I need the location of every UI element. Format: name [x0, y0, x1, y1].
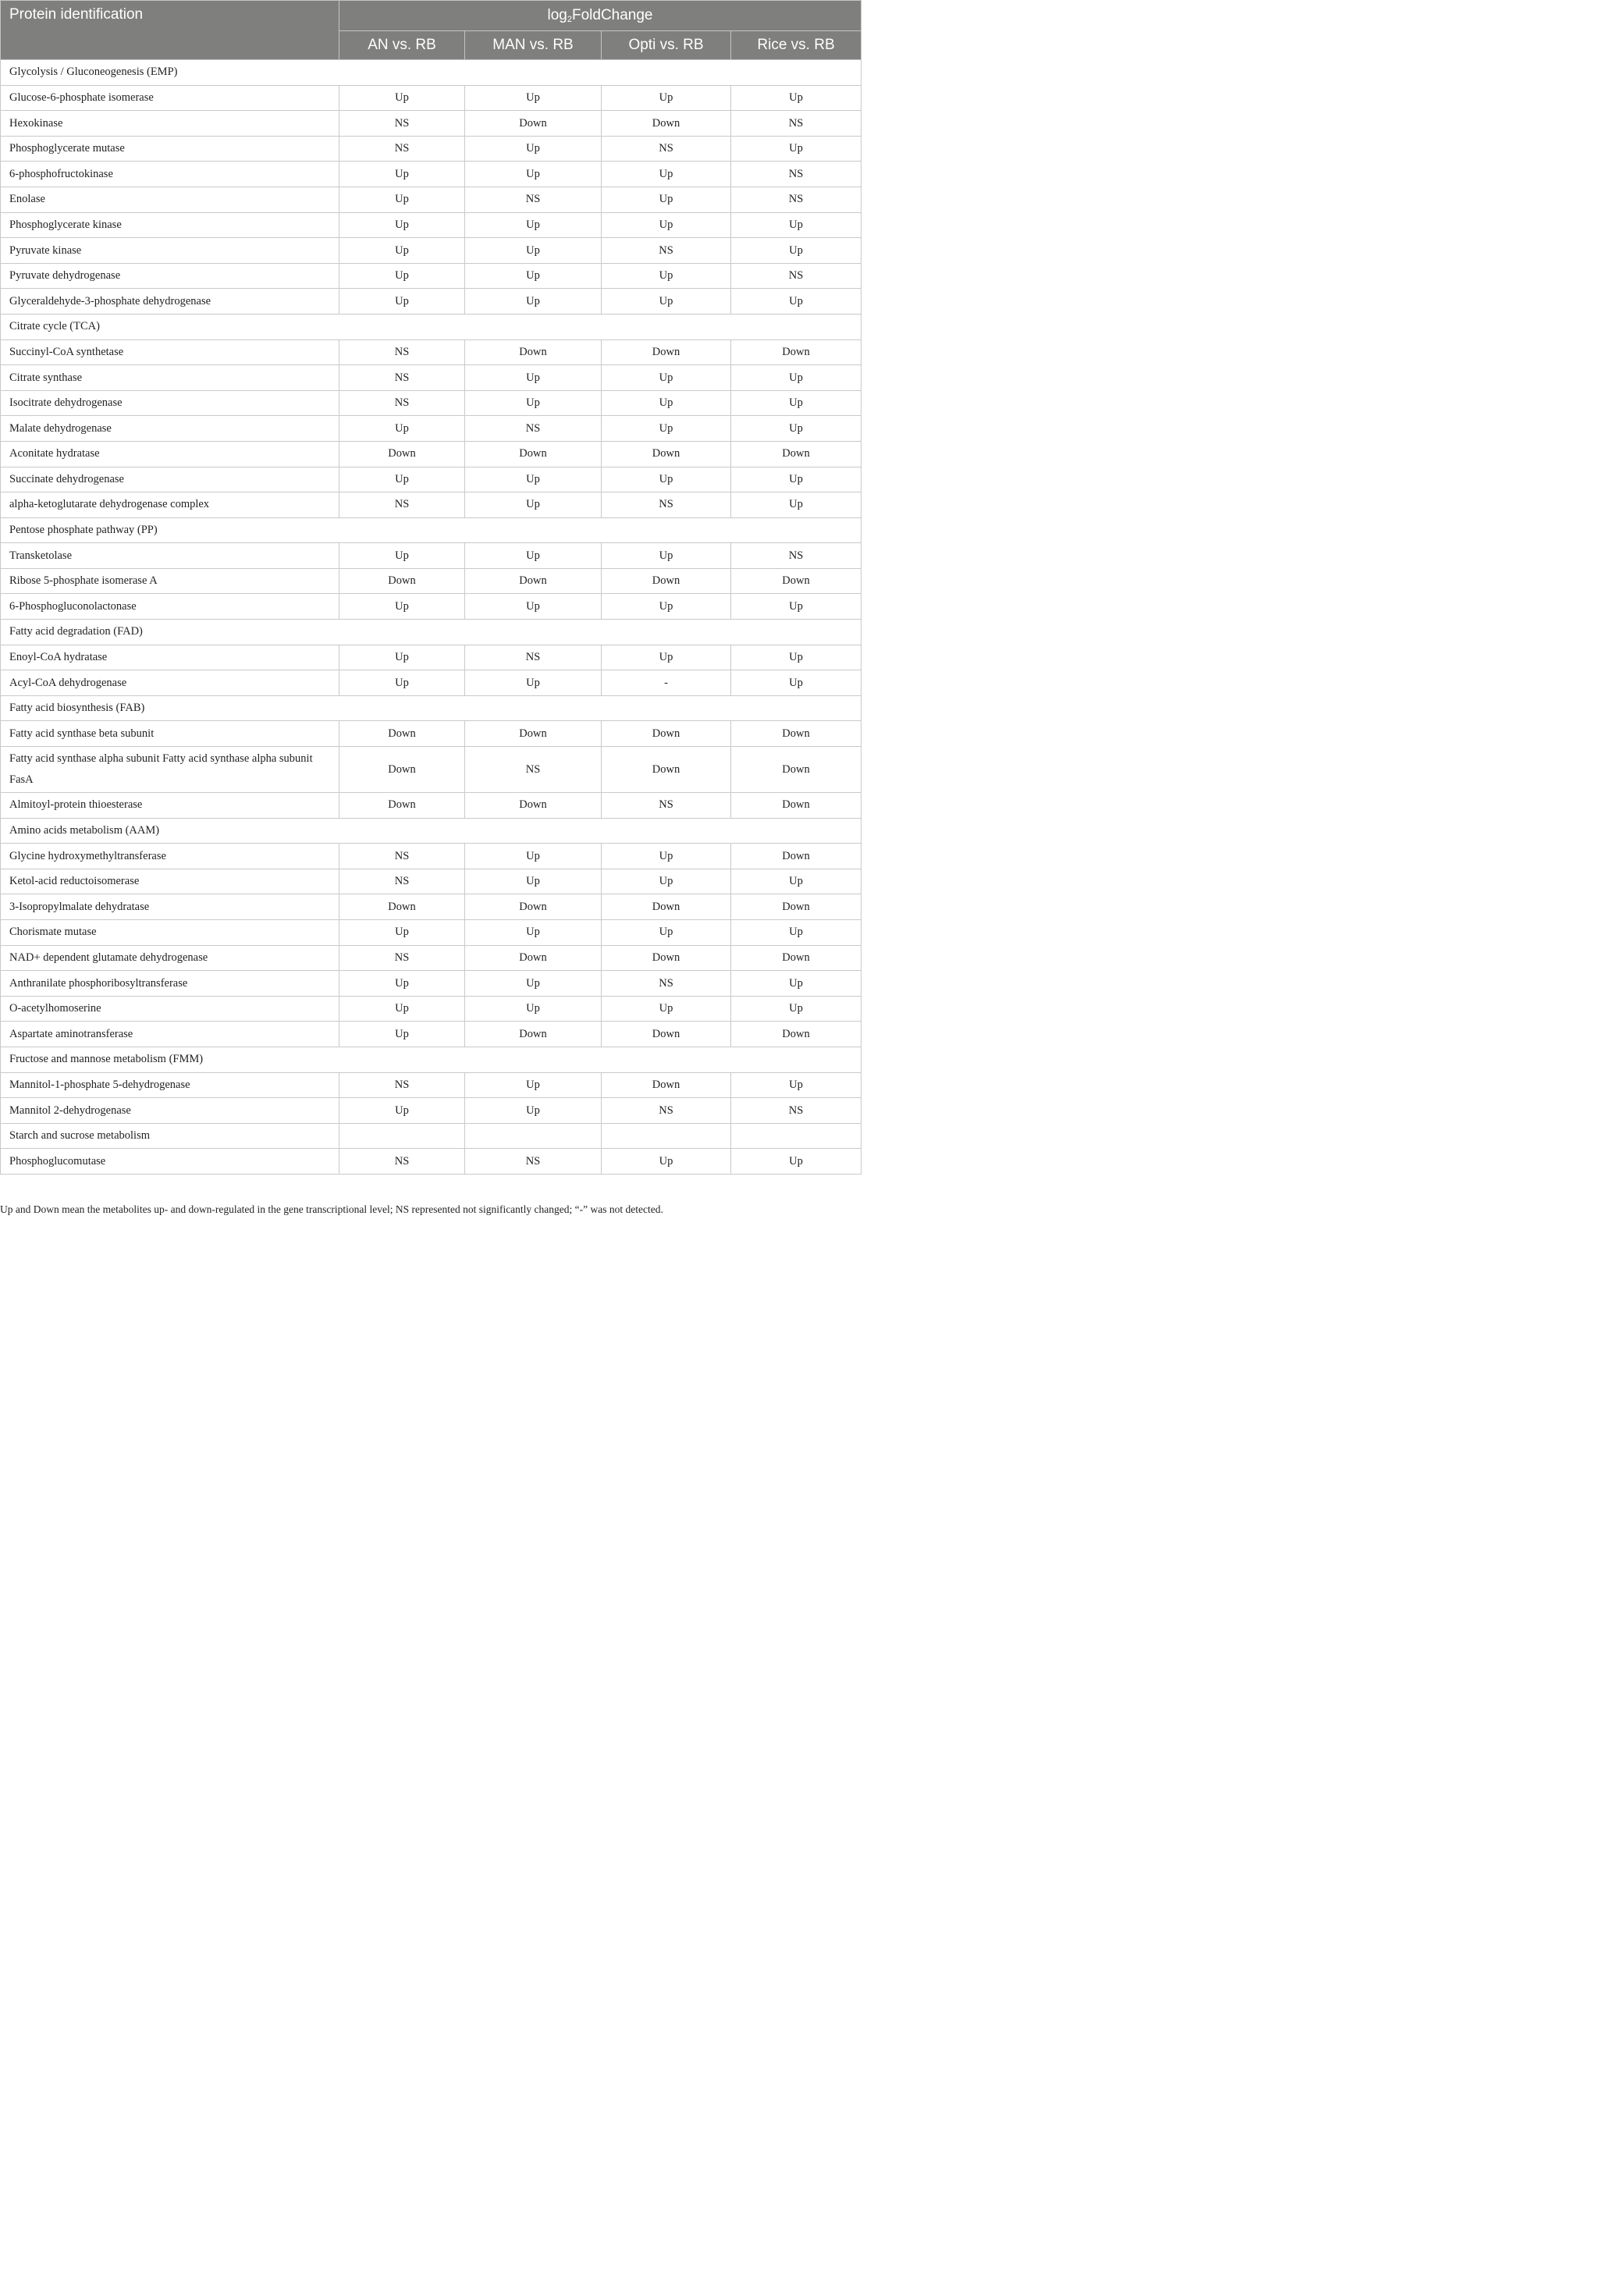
- value-cell: Down: [339, 441, 465, 467]
- value-cell: Down: [465, 721, 602, 747]
- value-cell: Up: [602, 645, 731, 670]
- value-cell: NS: [339, 945, 465, 971]
- value-cell: NS: [465, 645, 602, 670]
- protein-name: Glyceraldehyde-3-phosphate dehydrogenase: [1, 289, 339, 315]
- value-cell: NS: [339, 111, 465, 137]
- comparison-header: MAN vs. RB: [465, 31, 602, 60]
- value-cell: Up: [339, 1022, 465, 1047]
- value-cell: Up: [602, 844, 731, 869]
- value-cell: Up: [465, 467, 602, 492]
- table-row: [1, 568, 862, 594]
- protein-name: Chorismate mutase: [1, 920, 339, 946]
- value-cell: Up: [465, 162, 602, 187]
- value-cell: Up: [465, 1098, 602, 1124]
- value-cell: Up: [602, 289, 731, 315]
- value-cell: Up: [465, 1072, 602, 1098]
- group-row: [1, 60, 862, 86]
- protein-name: Isocitrate dehydrogenase: [1, 390, 339, 416]
- value-cell: NS: [465, 187, 602, 212]
- table-row: [1, 339, 862, 365]
- value-cell: Down: [731, 945, 862, 971]
- value-cell: Up: [465, 670, 602, 696]
- comparison-header: AN vs. RB: [339, 31, 465, 60]
- table-row: [1, 920, 862, 946]
- value-cell: Up: [731, 1149, 862, 1175]
- value-cell: Up: [465, 920, 602, 946]
- value-cell: Down: [465, 793, 602, 819]
- group-name: Glycolysis / Gluconeogenesis (EMP): [1, 60, 862, 86]
- value-cell: Up: [339, 670, 465, 696]
- value-cell: Up: [465, 594, 602, 620]
- value-cell: Up: [731, 416, 862, 442]
- value-cell: -: [602, 670, 731, 696]
- value-cell: Up: [339, 212, 465, 238]
- value-cell: Up: [465, 289, 602, 315]
- value-cell: Down: [339, 747, 465, 793]
- table-row: [1, 747, 862, 793]
- group-row: [1, 818, 862, 844]
- value-cell: Up: [731, 594, 862, 620]
- table-header: [1, 1, 862, 60]
- value-cell: Down: [731, 1022, 862, 1047]
- table-row: [1, 996, 862, 1022]
- value-cell: Down: [731, 568, 862, 594]
- protein-name: Mannitol 2-dehydrogenase: [1, 1098, 339, 1124]
- value-cell: Up: [602, 996, 731, 1022]
- value-cell: Down: [602, 747, 731, 793]
- group-name: Amino acids metabolism (AAM): [1, 818, 862, 844]
- protein-name: Acyl-CoA dehydrogenase: [1, 670, 339, 696]
- value-cell: Up: [465, 263, 602, 289]
- value-cell: Down: [602, 111, 731, 137]
- group-row: [1, 695, 862, 721]
- value-cell: Up: [731, 467, 862, 492]
- empty-cell: [339, 1123, 465, 1149]
- value-cell: Up: [339, 416, 465, 442]
- table-row: [1, 263, 862, 289]
- table-row: [1, 721, 862, 747]
- comparison-header: Rice vs. RB: [731, 31, 862, 60]
- protein-name: Enoyl-CoA hydratase: [1, 645, 339, 670]
- table-row: [1, 645, 862, 670]
- table-row: [1, 1072, 862, 1098]
- protein-name: Phosphoglycerate mutase: [1, 136, 339, 162]
- table-row: [1, 971, 862, 997]
- protein-name: Phosphoglucomutase: [1, 1149, 339, 1175]
- table-row: [1, 416, 862, 442]
- group-row: [1, 620, 862, 645]
- protein-name: Hexokinase: [1, 111, 339, 137]
- value-cell: Up: [731, 869, 862, 894]
- value-cell: Down: [731, 894, 862, 920]
- log-subscript: 2: [567, 15, 572, 24]
- value-cell: Up: [339, 467, 465, 492]
- table-row: [1, 594, 862, 620]
- value-cell: Up: [339, 85, 465, 111]
- protein-name: Succinate dehydrogenase: [1, 467, 339, 492]
- protein-name: Glycine hydroxymethyltransferase: [1, 844, 339, 869]
- table-row: [1, 85, 862, 111]
- protein-name: Succinyl-CoA synthetase: [1, 339, 339, 365]
- table-row: [1, 187, 862, 212]
- protein-name: Almitoyl-protein thioesterase: [1, 793, 339, 819]
- value-cell: Up: [465, 365, 602, 391]
- protein-name: NAD+ dependent glutamate dehydrogenase: [1, 945, 339, 971]
- value-cell: Up: [465, 85, 602, 111]
- value-cell: NS: [465, 1149, 602, 1175]
- value-cell: NS: [339, 365, 465, 391]
- value-cell: Up: [731, 492, 862, 518]
- group-name: Fatty acid degradation (FAD): [1, 620, 862, 645]
- value-cell: Up: [602, 187, 731, 212]
- value-cell: Down: [602, 1072, 731, 1098]
- value-cell: Up: [731, 136, 862, 162]
- value-cell: Up: [465, 543, 602, 569]
- value-cell: Down: [339, 568, 465, 594]
- protein-name: Malate dehydrogenase: [1, 416, 339, 442]
- value-cell: Up: [731, 238, 862, 264]
- table-row: [1, 869, 862, 894]
- value-cell: NS: [339, 1149, 465, 1175]
- value-cell: Up: [602, 365, 731, 391]
- table-row: [1, 441, 862, 467]
- group-row: [1, 1123, 862, 1149]
- value-cell: NS: [731, 543, 862, 569]
- value-cell: Up: [465, 996, 602, 1022]
- value-cell: Down: [731, 747, 862, 793]
- value-cell: NS: [339, 1072, 465, 1098]
- group-row: [1, 314, 862, 339]
- table-row: [1, 365, 862, 391]
- value-cell: NS: [731, 263, 862, 289]
- group-name: Fatty acid biosynthesis (FAB): [1, 695, 862, 721]
- value-cell: Up: [602, 416, 731, 442]
- protein-name: Glucose-6-phosphate isomerase: [1, 85, 339, 111]
- table-row: [1, 467, 862, 492]
- value-cell: Down: [339, 721, 465, 747]
- value-cell: Up: [339, 263, 465, 289]
- value-cell: NS: [602, 793, 731, 819]
- protein-name: 3-Isopropylmalate dehydratase: [1, 894, 339, 920]
- value-cell: NS: [731, 162, 862, 187]
- value-cell: NS: [602, 492, 731, 518]
- value-cell: Up: [602, 162, 731, 187]
- protein-name: Fatty acid synthase alpha subunit Fatty acid synthase alpha subunit FasA: [1, 747, 339, 793]
- protein-table: [0, 0, 862, 1175]
- table-row: [1, 1098, 862, 1124]
- empty-cell: [465, 1123, 602, 1149]
- group-row: [1, 1047, 862, 1072]
- table-footnote: Up and Down mean the metabolites up- and down-regulated in the gene transcriptional level; NS represented not significantly changed; “-” was not detected.: [0, 1203, 663, 1215]
- value-cell: NS: [339, 339, 465, 365]
- value-cell: Up: [465, 212, 602, 238]
- value-cell: Up: [339, 1098, 465, 1124]
- protein-name: Mannitol-1-phosphate 5-dehydrogenase: [1, 1072, 339, 1098]
- group-name: Pentose phosphate pathway (PP): [1, 517, 862, 543]
- protein-name: Anthranilate phosphoribosyltransferase: [1, 971, 339, 997]
- value-cell: Up: [602, 594, 731, 620]
- value-cell: NS: [339, 869, 465, 894]
- protein-name: Ribose 5-phosphate isomerase A: [1, 568, 339, 594]
- table-row: [1, 1149, 862, 1175]
- value-cell: Up: [731, 971, 862, 997]
- empty-cell: [731, 1123, 862, 1149]
- protein-column-header: Protein identification: [1, 1, 339, 60]
- value-cell: NS: [731, 187, 862, 212]
- table-row: [1, 238, 862, 264]
- table-row: [1, 289, 862, 315]
- log-suffix: FoldChange: [571, 7, 653, 23]
- value-cell: Down: [731, 721, 862, 747]
- value-cell: Down: [602, 721, 731, 747]
- value-cell: Up: [731, 670, 862, 696]
- value-cell: Up: [602, 263, 731, 289]
- value-cell: Down: [731, 441, 862, 467]
- protein-name: Enolase: [1, 187, 339, 212]
- table-row: [1, 390, 862, 416]
- protein-name: Ketol-acid reductoisomerase: [1, 869, 339, 894]
- value-cell: Down: [339, 793, 465, 819]
- value-cell: Up: [339, 645, 465, 670]
- comparison-header: Opti vs. RB: [602, 31, 731, 60]
- value-cell: Up: [465, 971, 602, 997]
- group-name: Citrate cycle (TCA): [1, 314, 862, 339]
- value-cell: Up: [731, 996, 862, 1022]
- value-cell: Up: [339, 996, 465, 1022]
- value-cell: Down: [731, 844, 862, 869]
- protein-name: Citrate synthase: [1, 365, 339, 391]
- value-cell: NS: [602, 1098, 731, 1124]
- value-cell: Up: [602, 467, 731, 492]
- value-cell: Down: [465, 441, 602, 467]
- log-prefix: log: [547, 7, 567, 23]
- value-cell: Down: [602, 894, 731, 920]
- value-cell: NS: [731, 1098, 862, 1124]
- value-cell: Up: [602, 920, 731, 946]
- value-cell: NS: [339, 492, 465, 518]
- table-body: [1, 60, 862, 1175]
- value-cell: Up: [731, 1072, 862, 1098]
- value-cell: NS: [602, 971, 731, 997]
- protein-name: Pyruvate kinase: [1, 238, 339, 264]
- value-cell: Up: [339, 594, 465, 620]
- value-cell: Down: [602, 568, 731, 594]
- value-cell: Up: [339, 543, 465, 569]
- protein-name: Phosphoglycerate kinase: [1, 212, 339, 238]
- value-cell: Up: [465, 869, 602, 894]
- empty-cell: [602, 1123, 731, 1149]
- value-cell: Up: [339, 971, 465, 997]
- value-cell: Up: [602, 543, 731, 569]
- value-cell: NS: [339, 844, 465, 869]
- table-row: [1, 111, 862, 137]
- group-name: Starch and sucrose metabolism: [1, 1123, 339, 1149]
- table-row: [1, 793, 862, 819]
- value-cell: Up: [731, 920, 862, 946]
- table-row: [1, 844, 862, 869]
- value-cell: Down: [731, 793, 862, 819]
- value-cell: Down: [731, 339, 862, 365]
- table-row: [1, 670, 862, 696]
- value-cell: Up: [602, 1149, 731, 1175]
- value-cell: Up: [731, 212, 862, 238]
- value-cell: NS: [465, 416, 602, 442]
- value-cell: Up: [465, 844, 602, 869]
- protein-name: Fatty acid synthase beta subunit: [1, 721, 339, 747]
- value-cell: Up: [339, 238, 465, 264]
- value-cell: Down: [465, 1022, 602, 1047]
- value-cell: NS: [339, 390, 465, 416]
- table-row: [1, 136, 862, 162]
- table-row: [1, 492, 862, 518]
- value-cell: Up: [731, 365, 862, 391]
- value-cell: Up: [339, 187, 465, 212]
- value-cell: Up: [465, 136, 602, 162]
- value-cell: Down: [465, 568, 602, 594]
- protein-name: 6-phosphofructokinase: [1, 162, 339, 187]
- protein-name: 6-Phosphogluconolactonase: [1, 594, 339, 620]
- protein-name: O-acetylhomoserine: [1, 996, 339, 1022]
- value-cell: Up: [339, 162, 465, 187]
- value-cell: NS: [602, 238, 731, 264]
- value-cell: Down: [602, 945, 731, 971]
- value-cell: Up: [602, 390, 731, 416]
- value-cell: NS: [602, 136, 731, 162]
- value-cell: Down: [602, 441, 731, 467]
- protein-name: Aspartate aminotransferase: [1, 1022, 339, 1047]
- group-row: [1, 517, 862, 543]
- protein-name: alpha-ketoglutarate dehydrogenase complex: [1, 492, 339, 518]
- table-row: [1, 1022, 862, 1047]
- value-cell: NS: [465, 747, 602, 793]
- value-cell: Down: [465, 339, 602, 365]
- table-row: [1, 894, 862, 920]
- protein-name: Transketolase: [1, 543, 339, 569]
- table-row: [1, 162, 862, 187]
- value-cell: Up: [731, 85, 862, 111]
- value-cell: NS: [731, 111, 862, 137]
- value-cell: Up: [602, 212, 731, 238]
- value-cell: NS: [339, 136, 465, 162]
- value-cell: Down: [602, 339, 731, 365]
- value-cell: Up: [465, 238, 602, 264]
- table-row: [1, 945, 862, 971]
- group-name: Fructose and mannose metabolism (FMM): [1, 1047, 862, 1072]
- value-cell: Up: [602, 869, 731, 894]
- table-row: [1, 212, 862, 238]
- value-cell: Down: [465, 894, 602, 920]
- value-cell: Up: [339, 289, 465, 315]
- value-cell: Up: [339, 920, 465, 946]
- table-row: [1, 543, 862, 569]
- protein-name: Aconitate hydratase: [1, 441, 339, 467]
- value-cell: Up: [465, 390, 602, 416]
- value-cell: Down: [465, 111, 602, 137]
- value-cell: Up: [731, 645, 862, 670]
- value-cell: Down: [602, 1022, 731, 1047]
- value-cell: Up: [731, 390, 862, 416]
- value-cell: Down: [339, 894, 465, 920]
- value-cell: Up: [465, 492, 602, 518]
- value-cell: Up: [731, 289, 862, 315]
- value-cell: Down: [465, 945, 602, 971]
- protein-name: Pyruvate dehydrogenase: [1, 263, 339, 289]
- value-cell: Up: [602, 85, 731, 111]
- log2-foldchange-header: [339, 1, 862, 31]
